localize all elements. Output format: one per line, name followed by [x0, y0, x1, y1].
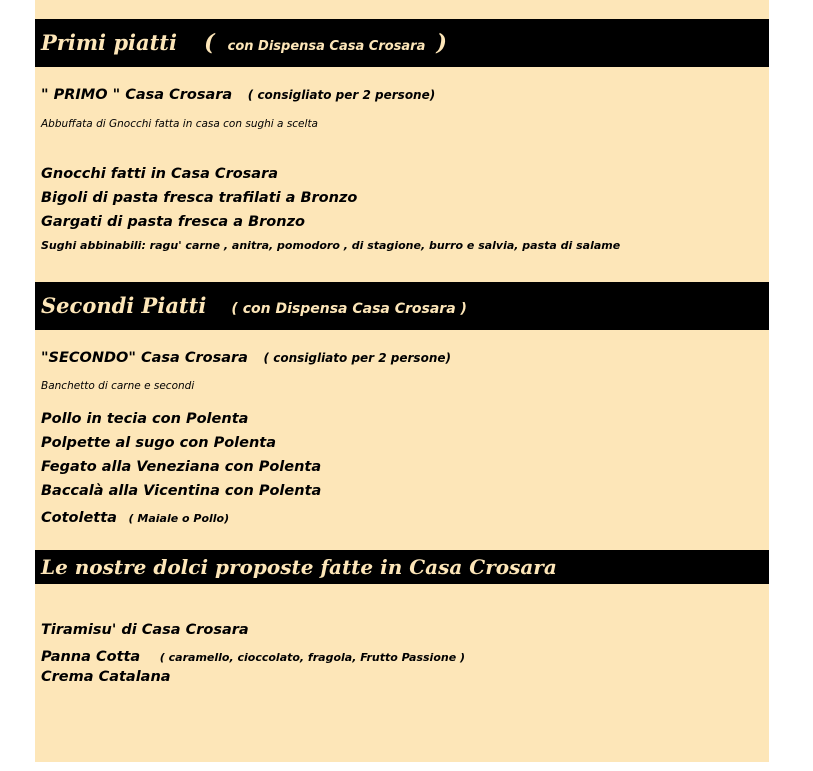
- primi-item-3: Gargati di pasta fresca a Bronzo: [41, 214, 305, 230]
- secondi-item-3: Fegato alla Veneziana con Polenta: [41, 459, 322, 475]
- primi-combo-desc: Abbuffata di Gnocchi fatta in casa con sughi a scelta: [41, 118, 318, 130]
- secondi-combo-note: ( consigliato per 2 persone): [263, 351, 451, 365]
- primi-title: Primi piatti: [41, 30, 177, 55]
- primi-subtitle: con Dispensa Casa Crosara: [227, 39, 426, 54]
- primi-sauces: Sughi abbinabili: ragu' carne , anitra, pomodoro , di stagione, burro e salvia, pasta di salame: [41, 239, 621, 252]
- dolci-item-2-note: ( caramello, cioccolato, fragola, Frutto Passione ): [159, 651, 466, 664]
- secondi-header: [35, 282, 769, 330]
- secondi-subtitle: ( con Dispensa Casa Crosara ): [231, 301, 467, 317]
- primi-paren-open: (: [204, 30, 215, 56]
- primi-combo-name: " PRIMO " Casa Crosara: [41, 87, 233, 103]
- dolci-title: Le nostre dolci proposte fatte in Casa Crosara: [41, 555, 557, 579]
- secondi-item-1: Pollo in tecia con Polenta: [41, 411, 249, 427]
- secondi-item-2: Polpette al sugo con Polenta: [41, 435, 277, 451]
- primi-combo-note: ( consigliato per 2 persone): [247, 88, 436, 102]
- menu-page: [35, 0, 769, 762]
- primi-item-2: Bigoli di pasta fresca trafilati a Bronzo: [41, 190, 358, 206]
- secondi-combo-desc: Banchetto di carne e secondi: [41, 380, 195, 392]
- dolci-item-1: Tiramisu' di Casa Crosara: [41, 622, 249, 638]
- primi-paren-close: ): [436, 30, 447, 56]
- dolci-item-2: [41, 646, 465, 665]
- dolci-header: [35, 550, 769, 584]
- secondi-item-5-name: Cotoletta: [41, 510, 117, 526]
- secondi-item-4: Baccalà alla Vicentina con Polenta: [41, 483, 322, 499]
- primi-header: [35, 19, 769, 67]
- primi-combo: [41, 84, 435, 103]
- secondi-item-5-note: ( Maiale o Pollo): [128, 512, 230, 525]
- dolci-item-3: Crema Catalana: [41, 669, 171, 685]
- secondi-title: Secondi Piatti: [41, 293, 207, 318]
- secondi-item-5: [41, 507, 229, 526]
- dolci-item-2-name: Panna Cotta: [41, 649, 141, 665]
- secondi-combo: [41, 347, 451, 366]
- secondi-combo-name: "SECONDO" Casa Crosara: [41, 350, 248, 366]
- primi-item-1: Gnocchi fatti in Casa Crosara: [41, 166, 279, 182]
